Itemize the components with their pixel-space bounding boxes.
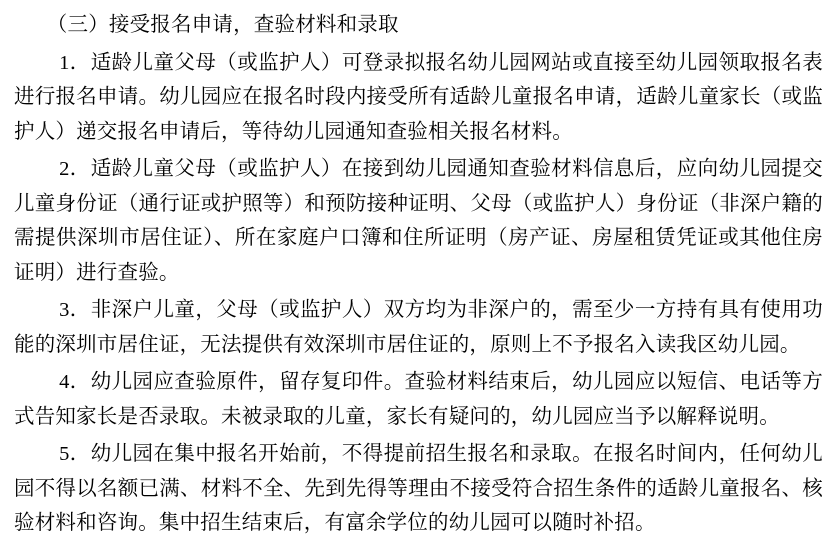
- paragraph-item-2: 2．适龄儿童父母（或监护人）在接到幼儿园通知查验材料信息后，应向幼儿园提交儿童身份证（通行证或护照等）和预防接种证明、父母（或监护人）身份证（非深户籍的需提供深圳市居住证）、所在家庭户口簿和住所证明（房产证、房屋租赁凭证或其他住房证明）进行查验。: [14, 158, 823, 284]
- paragraph-item-1: 1．适龄儿童父母（或监护人）可登录拟报名幼儿园网站或直接至幼儿园领取报名表进行报名申请。幼儿园应在报名时段内接受所有适龄儿童报名申请，适龄儿童家长（或监护人）递交报名申请后，等待幼儿园通知查验相关报名材料。: [14, 51, 823, 143]
- paragraph-item-4: 4．幼儿园应查验原件，留存复印件。查验材料结束后，幼儿园应以短信、电话等方式告知家长是否录取。未被录取的儿童，家长有疑问的，幼儿园应当予以解释说明。: [14, 371, 823, 428]
- paragraph-item-3: 3．非深户儿童，父母（或监护人）双方均为非深户的，需至少一方持有具有使用功能的深圳市居住证，无法提供有效深圳市居住证的，原则上不予报名入读我区幼儿园。: [14, 299, 823, 356]
- paragraph-item-5: 5．幼儿园在集中报名开始前，不得提前招生报名和录取。在报名时间内，任何幼儿园不得以名额已满、材料不全、先到先得等理由不接受符合招生条件的适龄儿童报名、核验材料和咨询。集中招生结束后，有富余学位的幼儿园可以随时补招。: [14, 443, 823, 534]
- section-heading: （三）接受报名申请，查验材料和录取: [46, 14, 399, 36]
